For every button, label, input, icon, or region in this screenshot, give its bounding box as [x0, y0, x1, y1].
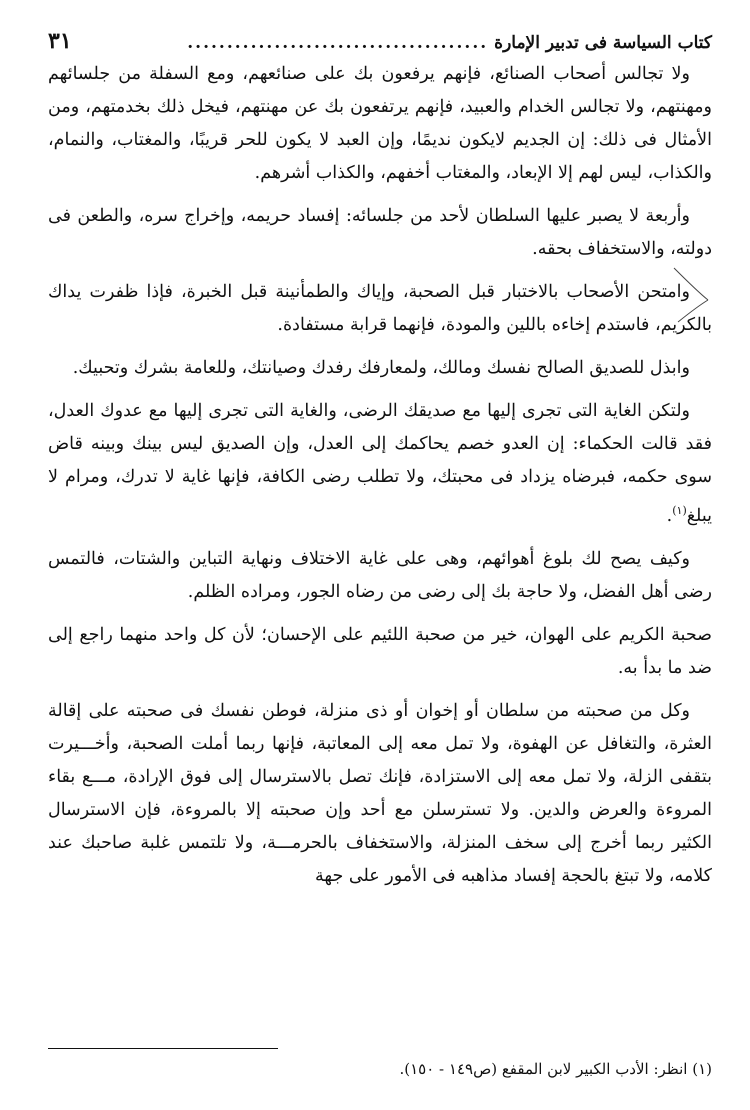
- paragraph-6: وكيف يصح لك بلوغ أهوائهم، وهى على غاية الاختلاف ونهاية التباين والشتات، فالتمس رضى أهل الفضل، ولا حاجة بك إلى رضى من رضاه الجور، ومراده الظلم.: [48, 548, 712, 602]
- paragraph-8: وكل من صحبته من سلطان أو إخوان أو ذى منزلة، فوطن نفسك فى صحبته على إقالة العثرة، والتغافل عن الهفوة، ولا تمل معه إلى المعاتبة، فإنها ربما أملت الصحبة، وأخـــيرت بتقفى الزلة، ولا تمل معه إلى الاستزادة، فإنك تصل بالاسترسال إلى فوق الإرادة، مـــع بقاء المروءة والعرض والدين. ولا تسترسلن مع أحد وإن صحبته إلا بالمروءة، فإن الاسترسال الكثير ربما أخرج إلى سخف المنزلة، والاستخفاف بالحرمـــة، ولا تلتمس غلبة صاحبك عند كلامه، ولا تبتغ بالحجة إفساد مذاهبه فى الأمور على جهة: [48, 700, 712, 886]
- paragraph-7: صحبة الكريم على الهوان، خير من صحبة اللئيم على الإحسان؛ لأن كل واحد منهما راجع إلى ضد ما بدأ به.: [48, 624, 712, 678]
- paragraph-5: [48, 395, 712, 533]
- footnote-reference: (١): [672, 504, 687, 517]
- margin-mark-icon: [672, 266, 712, 326]
- footnote: (١) انظر: الأدب الكبير لابن المقفع (ص١٤٩ - ١٥٠).: [399, 1060, 712, 1078]
- paragraph-4: وابذل للصديق الصالح نفسك ومالك، ولمعارفك رفدك وصيانتك، وللعامة بشرك وتحبيك.: [72, 358, 690, 378]
- paragraph-1: ولا تجالس أصحاب الصنائع، فإنهم يرفعون بك على صنائعهم، ومع السفلة من جلسائهم ومهنتهم، ولا تجالس الخدام والعبيد، فإنهم يرتفعون بك عن مهنتهم، فيخل ذلك بخدمتهم، ومن الأمثال فى ذلك: إن الجديم لايكون نديمًا، وإن العبد لا يكون للحر قريبًا، والمغتاب، والنمام، والكذاب، ليس لهم إلا الإبعاد، والمغتاب أخفهم، والكذاب أشرهم.: [48, 64, 712, 183]
- paragraph-5-text: ولتكن الغاية التى تجرى إليها مع صديقك الرضى، والغاية التى تجرى إليها مع عدوك العدل، فقد قالت الحكماء: إن العدو خصم يحاكمك إلى العدل، وإن الصديق ليس بينك وبينه قاض سوى حكمه، فبرضاه يزداد فى محبتك، ولا تطلب رضى الكافة، فإنها غاية لا تدرك، ومرام لا يبلغ: [48, 401, 712, 526]
- paragraph-2: وأربعة لا يصبر عليها السلطان لأحد من جلسائه: إفساد حريمه، وإخراج سره، والطعن فى دولته، والاستخفاف بحقه.: [48, 206, 712, 259]
- header-title: كتاب السياسة فى تدبير الإمارة: [494, 33, 712, 53]
- paragraph-3: وامتحن الأصحاب بالاختبار قبل الصحبة، وإياك والطمأنينة قبل الخبرة، فإذا ظفرت يداك بالكريم، فاستدم إخاءه باللين والمودة، فإنهما قرابة مستفادة.: [48, 282, 712, 335]
- paragraph-5-end: .: [666, 505, 673, 526]
- page-number: ٣١: [48, 28, 72, 54]
- footnote-divider: [48, 1048, 278, 1049]
- running-header: [48, 28, 712, 54]
- header-dots: ......................................: [187, 33, 489, 53]
